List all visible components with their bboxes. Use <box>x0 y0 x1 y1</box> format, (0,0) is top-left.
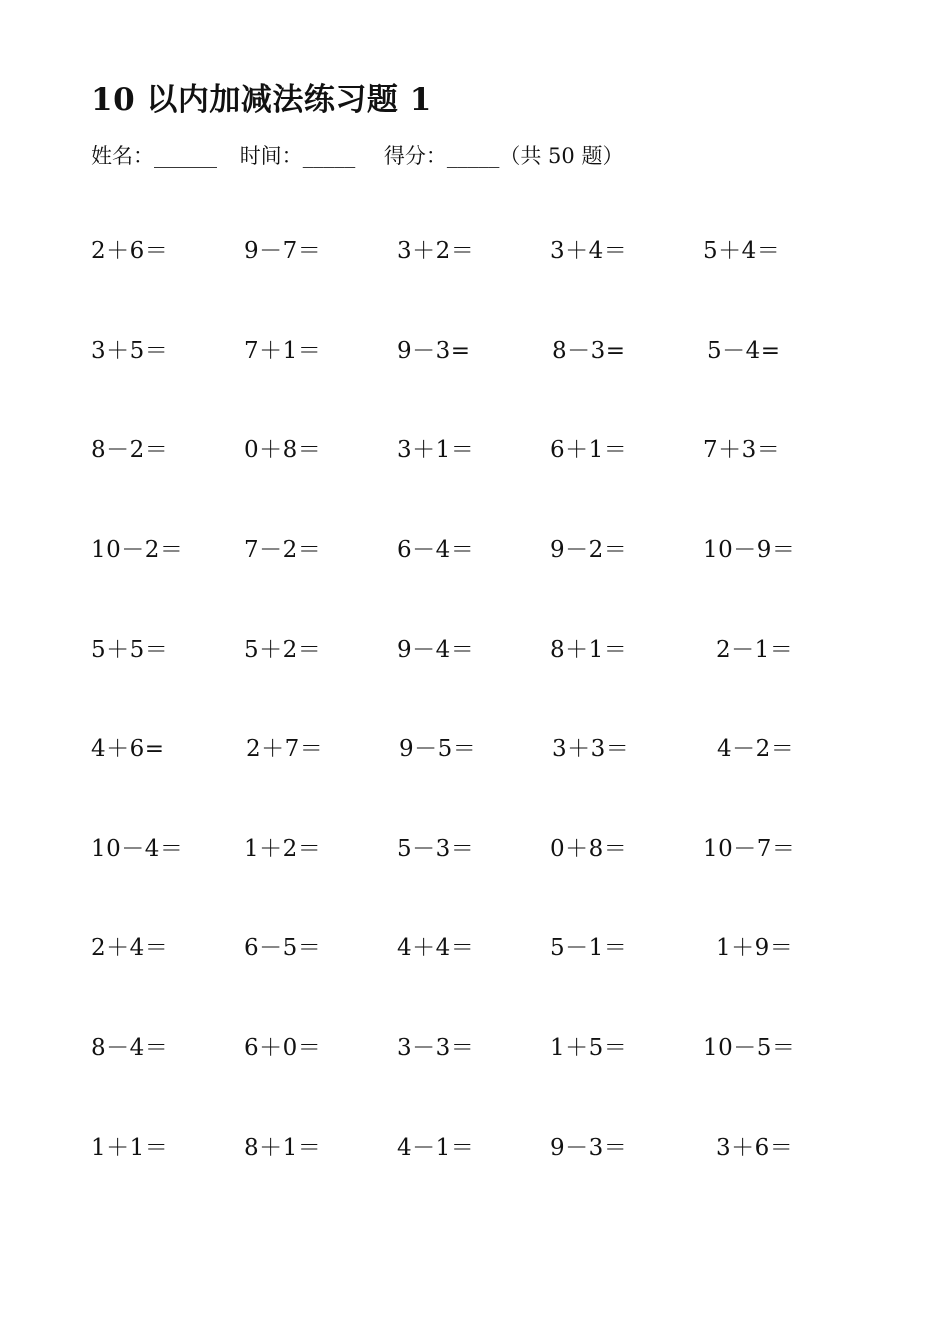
problem-item: 9－3= <box>397 338 471 364</box>
problem-item: 6－5＝ <box>244 935 322 961</box>
problem-item: 5＋4＝ <box>703 238 781 264</box>
problem-item: 6＋0＝ <box>244 1035 322 1061</box>
problem-item: 0＋8＝ <box>244 437 322 463</box>
problem-item: 3－3＝ <box>397 1035 475 1061</box>
problem-item: 1＋1＝ <box>91 1135 169 1161</box>
problem-item: 8＋1＝ <box>550 637 628 663</box>
problem-row <box>91 531 851 571</box>
problem-item: 3＋2＝ <box>397 238 475 264</box>
problem-item: 4－2＝ <box>717 736 795 762</box>
problem-row <box>91 929 851 969</box>
problem-item: 3＋1＝ <box>397 437 475 463</box>
problem-item: 9－5＝ <box>399 736 477 762</box>
problem-item: 3＋4＝ <box>550 238 628 264</box>
problem-row <box>91 1029 851 1069</box>
problem-item: 7＋3＝ <box>703 437 781 463</box>
name-label: 姓名： <box>91 144 154 168</box>
problem-item: 8－4＝ <box>91 1035 169 1061</box>
problem-item: 8－3= <box>552 338 626 364</box>
problem-item: 8＋1＝ <box>244 1135 322 1161</box>
problem-item: 10－4＝ <box>91 836 184 862</box>
problem-item: 1＋9＝ <box>716 935 794 961</box>
problem-item: 1＋5＝ <box>550 1035 628 1061</box>
problem-item: 5＋5＝ <box>91 637 169 663</box>
problem-item: 10－7＝ <box>703 836 796 862</box>
student-info-line <box>91 140 623 170</box>
problem-item: 9－7＝ <box>244 238 322 264</box>
time-blank: _____ <box>302 144 356 168</box>
page-title: 10 以内加减法练习题 1 <box>91 82 432 118</box>
problem-row <box>91 631 851 671</box>
problem-row <box>91 830 851 870</box>
problem-item: 9－4＝ <box>397 637 475 663</box>
problem-row <box>91 730 851 770</box>
score-blank: _____ <box>446 144 500 168</box>
score-label: 得分： <box>383 144 447 168</box>
problem-item: 9－3＝ <box>550 1135 628 1161</box>
problem-row <box>91 332 851 372</box>
name-blank: ______ <box>154 144 217 168</box>
problem-item: 2＋7＝ <box>246 736 324 762</box>
problem-item: 7－2＝ <box>244 537 322 563</box>
problem-item: 3＋3＝ <box>552 736 630 762</box>
problem-item: 9－2＝ <box>550 537 628 563</box>
problem-item: 4＋4＝ <box>397 935 475 961</box>
problem-item: 3＋6＝ <box>716 1135 794 1161</box>
problem-item: 4－1＝ <box>397 1135 475 1161</box>
problem-item: 7＋1＝ <box>244 338 322 364</box>
problem-row <box>91 431 851 471</box>
problem-item: 10－9＝ <box>703 537 796 563</box>
problem-item: 0＋8＝ <box>550 836 628 862</box>
problem-item: 8－2＝ <box>91 437 169 463</box>
problem-item: 5＋2＝ <box>244 637 322 663</box>
problem-item: 6－4＝ <box>397 537 475 563</box>
problem-item: 5－1＝ <box>550 935 628 961</box>
problem-item: 4＋6= <box>91 736 165 762</box>
problem-item: 3＋5＝ <box>91 338 169 364</box>
total-note: （共 50 题） <box>499 144 624 168</box>
problem-item: 5－3＝ <box>397 836 475 862</box>
problem-row <box>91 1129 851 1169</box>
problem-item: 5－4= <box>707 338 781 364</box>
problem-item: 10－2＝ <box>91 537 184 563</box>
problem-item: 2－1＝ <box>716 637 794 663</box>
problem-item: 10－5＝ <box>703 1035 796 1061</box>
problem-item: 1＋2＝ <box>244 836 322 862</box>
time-label: 时间： <box>239 144 303 168</box>
problem-item: 2＋6＝ <box>91 238 169 264</box>
problem-item: 6＋1＝ <box>550 437 628 463</box>
problem-item: 2＋4＝ <box>91 935 169 961</box>
problem-row <box>91 232 851 272</box>
